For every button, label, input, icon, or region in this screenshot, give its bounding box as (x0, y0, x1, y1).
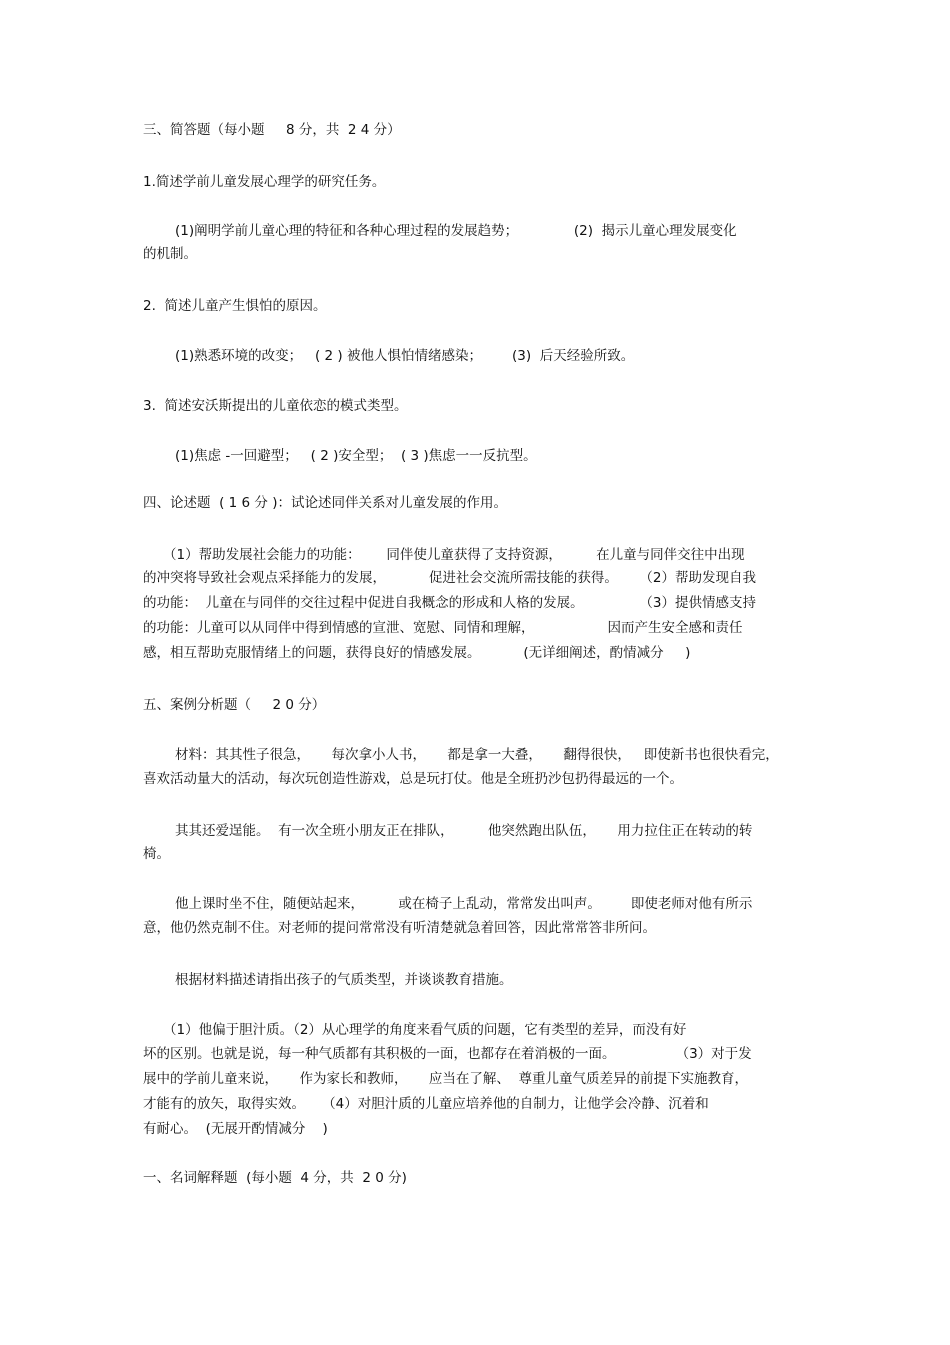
question-3: 3. 简述安沃斯提出的儿童依恋的模式类型。 (143, 398, 408, 414)
answer-1-line-2: 的机制。 (143, 246, 197, 262)
material-2-line-1: 其其还爱逞能。 有一次全班小朋友正在排队， 他突然跑出队伍， 用力拉住正在转动的转 (175, 823, 753, 839)
answer-5-line-4: 才能有的放矢，取得实效。 （4）对胆汁质的儿童应培养他的自制力，让他学会冷静、沉着和 (143, 1096, 709, 1112)
answer-1-line-1: (1)阐明学前儿童心理的特征和各种心理过程的发展趋势； (2) 揭示儿童心理发展变化 (175, 223, 737, 239)
material-1-line-2: 喜欢活动量大的活动，每次玩创造性游戏，总是玩打仗。他是全班扔沙包扔得最远的一个。 (143, 771, 683, 787)
answer-4-line-3: 的功能： 儿童在与同伴的交往过程中促进自我概念的形成和人格的发展。 （3）提供情感支持 (143, 595, 756, 611)
material-3-line-2: 意，他仍然克制不住。对老师的提问常常没有听清楚就急着回答，因此常常答非所问。 (143, 920, 656, 936)
answer-4-line-1: （1）帮助发展社会能力的功能： 同伴使儿童获得了支持资源， 在儿童与同伴交往中出现 (163, 547, 745, 563)
material-3-line-1: 他上课时坐不住，随便站起来， 或在椅子上乱动，常常发出叫声。 即使老师对他有所示 (175, 896, 753, 912)
section-3-heading: 三、简答题（每小题 8 分，共 2 4 分） (143, 122, 401, 138)
section-5-heading: 五、案例分析题（ 2 0 分） (143, 697, 326, 713)
answer-4-line-2: 的冲突将导致社会观点采择能力的发展， 促进社会交流所需技能的获得。 （2）帮助发现自我 (143, 570, 756, 586)
answer-5-line-3: 展中的学前儿童来说， 作为家长和教师， 应当在了解、 尊重儿童气质差异的前提下实施教育， (143, 1071, 748, 1087)
section-1-heading: 一、名词解释题 (每小题 4 分，共 2 0 分) (143, 1170, 407, 1186)
answer-2: (1)熟悉环境的改变； ( 2 ) 被他人惧怕情绪感染； (3) 后天经验所致。 (175, 348, 635, 364)
answer-4-line-4: 的功能：儿童可以从同伴中得到情感的宣泄、宽慰、同情和理解， 因而产生安全感和责任 (143, 620, 743, 636)
section-4-heading: 四、论述题 ( 1 6 分 )：试论述同伴关系对儿童发展的作用。 (143, 495, 507, 511)
material-2-line-2: 椅。 (143, 846, 170, 862)
answer-4-line-5: 感，相互帮助克服情绪上的问题，获得良好的情感发展。 (无详细阐述，酌情减分 ) (143, 645, 691, 661)
answer-5-line-1: （1）他偏于胆汁质。（2）从心理学的角度来看气质的问题，它有类型的差异，而没有好 (163, 1022, 687, 1038)
material-4: 根据材料描述请指出孩子的气质类型，并谈谈教育措施。 (175, 972, 513, 988)
question-1: 1.简述学前儿童发展心理学的研究任务。 (143, 174, 386, 190)
answer-5-line-5: 有耐心。 (无展开酌情减分 ) (143, 1121, 328, 1137)
answer-5-line-2: 坏的区别。也就是说，每一种气质都有其积极的一面，也都存在着消极的一面。 （3）对于发 (143, 1046, 752, 1062)
answer-3: (1)焦虑 -一回避型； ( 2 )安全型； ( 3 )焦虑一一反抗型。 (175, 448, 537, 464)
material-1-line-1: 材料：其其性子很急， 每次拿小人书， 都是拿一大叠， 翻得很快， 即使新书也很快看完， (175, 747, 779, 763)
question-2: 2. 简述儿童产生惧怕的原因。 (143, 298, 327, 314)
